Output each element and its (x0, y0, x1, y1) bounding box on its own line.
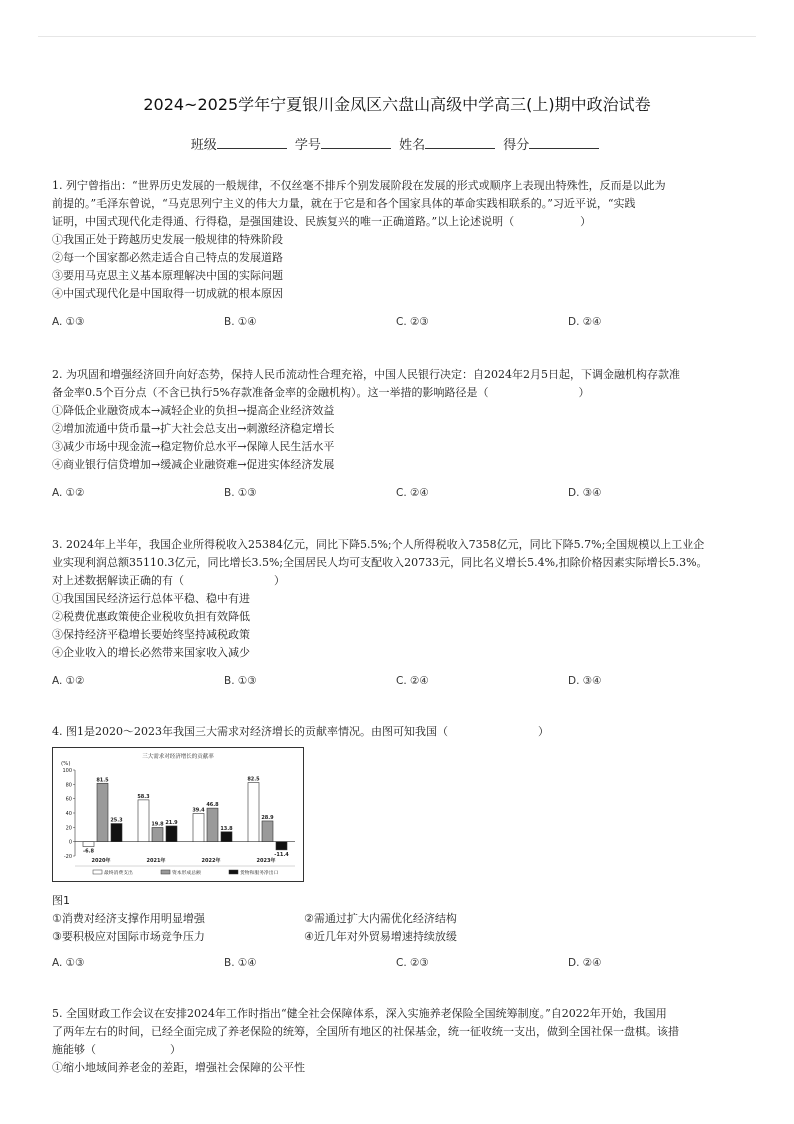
bar-data-label: 82.5 (247, 776, 260, 783)
choice-d[interactable]: D. ③④ (568, 675, 602, 687)
question-2-line: 2. 为巩固和增强经济回升向好态势，保持人民币流动性合理充裕，中国人民银行决定：自2024年2月5日起，下调金融机构存款准 (52, 368, 680, 381)
statement-option: ④企业收入的增长必然带来国家收入减少 (52, 646, 250, 659)
y-tick-label: 80 (65, 782, 72, 789)
student-id-blank[interactable] (321, 136, 391, 149)
bar-data-label: 28.9 (261, 814, 274, 821)
statement-option: ①我国正处于跨越历史发展一般规律的特殊阶段 (52, 233, 283, 246)
statement-option: ①降低企业融资成本→减轻企业的负担→提高企业经济效益 (52, 404, 335, 417)
question-5-line (52, 1041, 742, 1059)
statement-option: ③要用马克思主义基本原理解决中国的实际问题 (52, 269, 283, 282)
choice-b[interactable]: B. ①④ (224, 316, 257, 328)
y-tick-label: 100 (62, 768, 72, 774)
name-blank[interactable] (425, 136, 495, 149)
answer-paren-close: ） (580, 215, 592, 228)
answer-choices (52, 672, 742, 688)
class-blank[interactable] (217, 136, 287, 149)
y-tick-label: -20 (63, 854, 72, 860)
chart-title: 三大需求对经济增长的贡献率 (142, 754, 214, 760)
statement-option: ①消费对经济支撑作用明显增强 (52, 912, 205, 925)
bar-2 (207, 808, 218, 842)
bar-data-label: 21.9 (165, 819, 178, 826)
question-2-line (52, 384, 742, 402)
statement-option: ②需通过扩大内需优化经济结构 (304, 912, 457, 925)
x-tick-label: 2023年 (256, 858, 276, 864)
question-3-line-text: 对上述数据解读正确的有（ (52, 574, 184, 587)
choice-d[interactable]: D. ②④ (568, 316, 602, 328)
question-2-line-text: 备金率0.5个百分点（不含已执行5%存款准备金率的金融机构）。这一举措的影响路径是（ (52, 386, 489, 399)
bar-data-label: -6.8 (83, 848, 94, 855)
bar-3 (111, 824, 122, 842)
x-tick-label: 2021年 (146, 858, 166, 864)
student-info-line (0, 134, 794, 153)
bar-3 (276, 842, 287, 850)
bar-data-label: 25.3 (110, 817, 123, 824)
answer-paren-close: ） (578, 386, 590, 399)
question-3-line: 3. 2024年上半年，我国企业所得税收入25384亿元，同比下降5.5%;个人所得税收入7358亿元，同比下降5.7%;全国规模以上工业企 (52, 538, 705, 551)
statement-option: ④中国式现代化是中国取得一切成就的根本原因 (52, 287, 283, 300)
x-tick-label: 2022年 (201, 858, 221, 864)
choice-b[interactable]: B. ①③ (224, 675, 257, 687)
statement-option: ②增加流通中货币量→扩大社会总支出→刺激经济稳定增长 (52, 422, 335, 435)
choice-a[interactable]: A. ①③ (52, 957, 85, 969)
question-2 (52, 366, 742, 500)
question-1-line-text: 证明，中国式现代化走得通、行得稳，是强国建设、民族复兴的唯一正确道路。”以上论述说明（ (52, 215, 515, 228)
statement-option: ④近几年对外贸易增速持续放缓 (304, 930, 457, 943)
bar-data-label: 13.8 (220, 825, 233, 832)
bar-data-label: 58.3 (137, 793, 150, 800)
statement-option: ①缩小地域间养老金的差距，增强社会保障的公平性 (52, 1061, 305, 1074)
bar-1 (138, 800, 149, 842)
contribution-chart-svg (53, 748, 303, 881)
answer-choices (52, 954, 742, 970)
bar-2 (152, 827, 163, 841)
bar-1 (193, 813, 204, 841)
question-3-line: 业实现利润总额35110.3亿元，同比增长3.5%;全国居民人均可支配收入20733元，同比名义增长5.4%,扣除价格因素实际增长5.3%。 (52, 556, 708, 569)
bar-data-label: -11.4 (274, 851, 289, 858)
choice-c[interactable]: C. ②③ (396, 316, 429, 328)
legend-label: 最终消费支出 (104, 871, 133, 876)
statement-option: ④商业银行信贷增加→缓减企业融资难→促进实体经济发展 (52, 458, 335, 471)
question-1-line: 前提的。”毛泽东曾说，“马克思列宁主义的伟大力量，就在于它是和各个国家具体的革命实践相联系的。”习近平说，“实践 (52, 197, 636, 210)
legend-swatch (93, 870, 102, 874)
question-3-line (52, 572, 742, 590)
choice-c[interactable]: C. ②④ (396, 487, 429, 499)
statement-option: ②税费优惠政策使企业税收负担有效降低 (52, 610, 250, 623)
page-title: 2024~2025学年宁夏银川金凤区六盘山高级中学高三(上)期中政治试卷 (143, 95, 651, 114)
y-tick-label: 0 (68, 839, 72, 846)
bar-data-label: 39.4 (192, 807, 205, 814)
header-rule (38, 36, 756, 37)
choice-a[interactable]: A. ①② (52, 487, 85, 499)
choice-b[interactable]: B. ①③ (224, 487, 257, 499)
bar-data-label: 81.5 (96, 777, 109, 784)
answer-paren-close: ） (537, 725, 549, 738)
bar-1 (83, 842, 94, 847)
statement-option: ①我国国民经济运行总体平稳、稳中有进 (52, 592, 250, 605)
name-label: 姓名 (399, 138, 426, 153)
question-5-line: 5. 全国财政工作会议在安排2024年工作时指出“健全社会保障体系，深入实施养老保险全国统筹制度。”自2022年开始，我国用 (52, 1007, 667, 1020)
choice-c[interactable]: C. ②③ (396, 957, 429, 969)
bar-2 (262, 821, 273, 842)
figure-caption: 图1 (52, 894, 70, 907)
score-label: 得分 (503, 138, 530, 153)
question-5-line: 了两年左右的时间，已经全面完成了养老保险的统筹，全国所有地区的社保基金，统一征收统一支出，做到全国社保一盘棋。该措 (52, 1025, 679, 1038)
y-axis-unit: (%) (61, 761, 71, 767)
question-1-line: 1. 列宁曾指出：“世界历史发展的一般规律，不仅丝毫不排斥个别发展阶段在发展的形式或顺序上表现出特殊性，反而是以此为 (52, 179, 666, 192)
statement-option: ②每一个国家都必然走适合自己特点的发展道路 (52, 251, 283, 264)
y-tick-label: 20 (65, 825, 72, 832)
question-4-line (52, 723, 742, 741)
y-tick-label: 40 (65, 811, 72, 817)
bar-3 (221, 832, 232, 842)
legend-label: 货物和服务净出口 (240, 871, 279, 876)
statement-option: ③要积极应对国际市场竞争压力 (52, 930, 205, 943)
choice-c[interactable]: C. ②④ (396, 675, 429, 687)
legend-swatch (161, 870, 170, 874)
bar-1 (248, 783, 259, 842)
bar-data-label: 46.8 (206, 802, 219, 809)
question-5 (52, 1005, 742, 1077)
statement-options-row (52, 928, 742, 946)
bar-3 (166, 826, 177, 842)
choice-a[interactable]: A. ①② (52, 675, 85, 687)
choice-d[interactable]: D. ②④ (568, 957, 602, 969)
question-4 (52, 723, 742, 970)
score-blank[interactable] (529, 136, 599, 149)
legend-swatch (229, 870, 238, 874)
question-3 (52, 536, 742, 688)
bar-2 (97, 783, 108, 841)
statement-option: ③保持经济平稳增长要始终坚持减税政策 (52, 628, 250, 641)
answer-choices (52, 484, 742, 500)
x-tick-label: 2020年 (91, 858, 111, 864)
question-4-line-text: 4. 图1是2020～2023年我国三大需求对经济增长的贡献率情况。由图可知我国（ (52, 725, 448, 738)
bar-data-label: 19.8 (151, 821, 164, 828)
question-1 (52, 177, 742, 329)
class-label: 班级 (190, 138, 217, 153)
question-5-line-text: 施能够（ (52, 1043, 96, 1056)
student-id-label: 学号 (294, 138, 321, 153)
question-1-line (52, 213, 742, 231)
statement-options-row (52, 910, 742, 928)
choice-d[interactable]: D. ③④ (568, 487, 602, 499)
y-tick-label: 60 (65, 796, 72, 803)
choice-a[interactable]: A. ①③ (52, 316, 85, 328)
statement-option: ③减少市场中现金流→稳定物价总水平→保障人民生活水平 (52, 440, 335, 453)
answer-choices (52, 313, 742, 329)
choice-b[interactable]: B. ①④ (224, 957, 257, 969)
contribution-chart (52, 747, 304, 882)
answer-paren-close: ） (170, 1043, 181, 1056)
legend-label: 资本形成总额 (172, 871, 201, 876)
answer-paren-close: ） (274, 574, 285, 587)
